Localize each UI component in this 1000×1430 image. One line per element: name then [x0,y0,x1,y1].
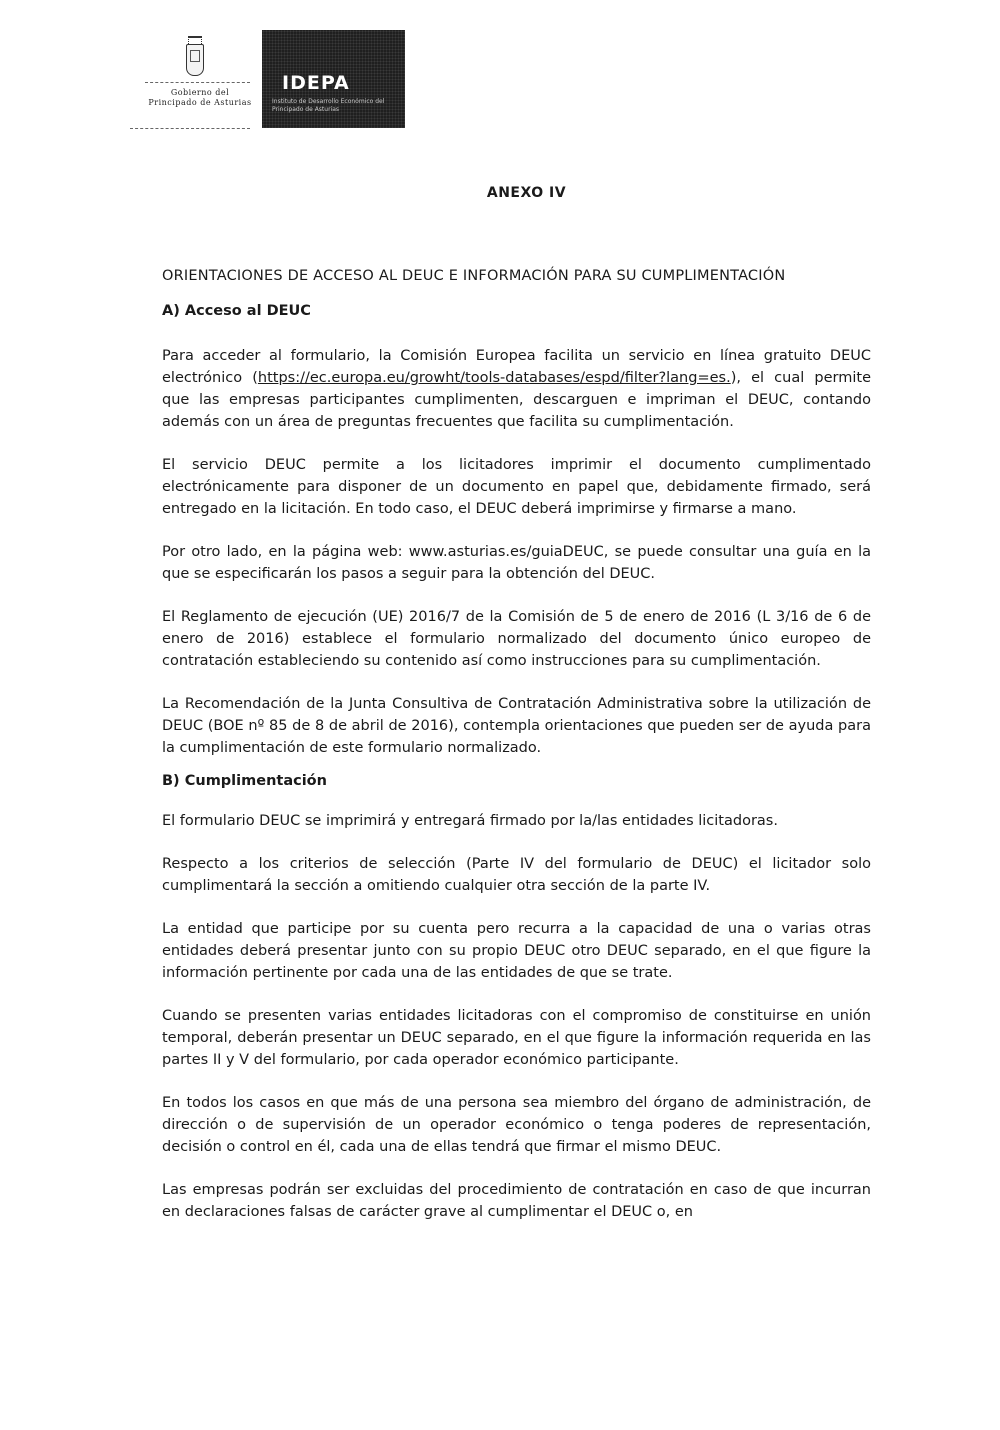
paragraph: Para acceder al formulario, la Comisión Europea facilita un servicio en línea gratuito DEUC electrónico (https://ec.europa.eu/growht/tools-databases/espd/filter?lang=es.), el cual permite que las empresas participantes cumplimenten, descarguen e impriman el DEUC, contando además con un área de preguntas frecuentes que facilita su cumplimentación. [162,348,871,430]
paragraph: Las empresas podrán ser excluidas del procedimiento de contratación en caso de que incurran en declaraciones falsas de carácter grave al cumplimentar el DEUC o, en [162,1182,871,1220]
paragraph: Respecto a los criterios de selección (Parte IV del formulario de DEUC) el licitador solo cumplimentará la sección a omitiendo cualquier otra sección de la parte IV. [162,856,871,894]
paragraph: El servicio DEUC permite a los licitadores imprimir el documento cumplimentado electrónicamente para disponer de un documento en papel que, debidamente firmado, será entregado en la licitación. En todo caso, el DEUC deberá imprimirse y firmarse a mano. [162,457,871,517]
document-subtitle: ORIENTACIONES DE ACCESO AL DEUC E INFORMACIÓN PARA SU CUMPLIMENTACIÓN [162,268,786,284]
government-logo [130,30,260,130]
government-name: Gobierno del Principado de Asturias [148,88,252,107]
paragraph: Cuando se presenten varias entidades licitadoras con el compromiso de constituirse en unión temporal, deberán presentar un DEUC separado, en el que figure la información requerida en las partes II y V del formulario, por cada operador económico participante. [162,1008,871,1068]
divider [145,82,250,83]
paragraph: La entidad que participe por su cuenta pero recurra a la capacidad de una o varias otras entidades deberá presentar junto con su propio DEUC otro DEUC separado, en el que figure la información pertinente por cada una de las entidades de que se trate. [162,921,871,981]
paragraph: El formulario DEUC se imprimirá y entregará firmado por la/las entidades licitadoras. [162,813,778,829]
section-b-heading: B) Cumplimentación [162,773,327,789]
section-a-heading: A) Acceso al DEUC [162,303,311,319]
paragraph: La Recomendación de la Junta Consultiva de Contratación Administrativa sobre la utilización de DEUC (BOE nº 85 de 8 de abril de 2016), contempla orientaciones que pueden ser de ayuda para la cumplimentación de este formulario normalizado. [162,696,871,756]
document-body [162,185,871,1223]
idepa-logo: IDEPA Instituto de Desarrollo Económico del Principado de Asturias [262,30,405,128]
document-title: ANEXO IV [486,185,567,201]
letterhead [130,30,430,130]
divider [130,128,250,129]
crown-icon [188,36,202,44]
paragraph: En todos los casos en que más de una persona sea miembro del órgano de administración, de dirección o de supervisión de un operador económico o tenga poderes de representación, decisión o control en él, cada una de ellas tendrá que firmar el mismo DEUC. [162,1095,871,1155]
coat-of-arms-icon [186,44,204,76]
paragraph: El Reglamento de ejecución (UE) 2016/7 de la Comisión de 5 de enero de 2016 (L 3/16 de 6 de enero de 2016) establece el formulario normalizado del documento único europeo de contratación estableciendo su contenido así como instrucciones para su cumplimentación. [162,609,871,669]
paragraph: Por otro lado, en la página web: www.asturias.es/guiaDEUC, se puede consultar una guía en la que se especificarán los pasos a seguir para la obtención del DEUC. [162,544,871,582]
deuc-service-link[interactable]: https://ec.europa.eu/growht/tools-databases/espd/filter?lang=es. [257,370,731,386]
